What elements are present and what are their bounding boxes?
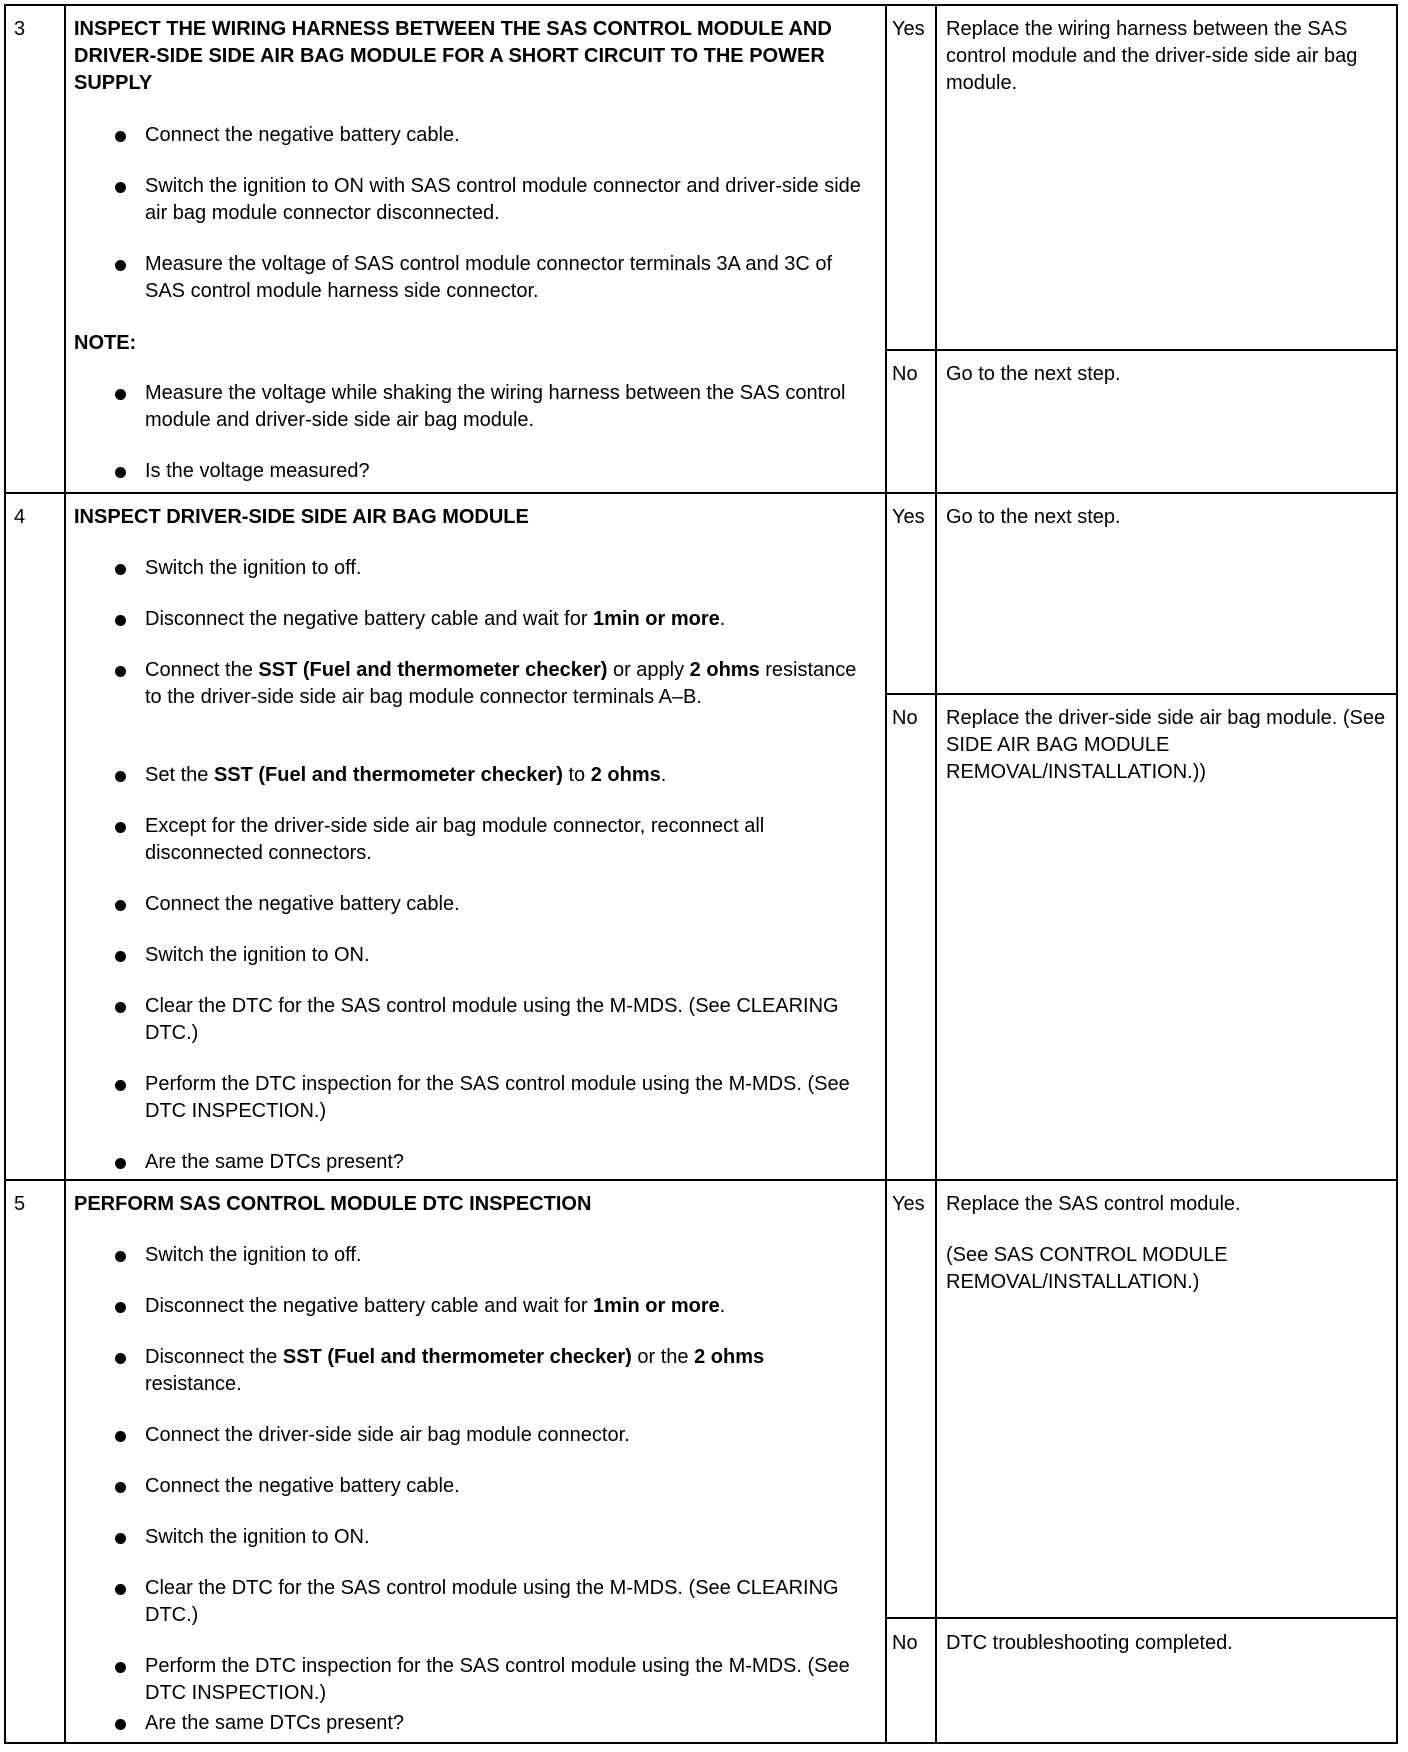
- result-yes: Replace the SAS control module.: [946, 1193, 1241, 1215]
- result-yes: Go to the next step.: [946, 506, 1121, 528]
- result-no: DTC troubleshooting completed.: [946, 1632, 1233, 1654]
- bullet-icon: [115, 900, 126, 911]
- column-divider-answer: [885, 4, 887, 1744]
- table-border-bottom: [4, 1742, 1398, 1744]
- bullet-icon: [115, 1002, 126, 1013]
- result-no: Go to the next step.: [946, 363, 1121, 385]
- result-yes: Replace the wiring harness between the SAS control module and the driver-side side air bag module.: [946, 18, 1358, 94]
- bullet-icon: [115, 1584, 126, 1595]
- bullet-icon: [115, 1251, 126, 1262]
- step-number: 5: [14, 1193, 26, 1215]
- step-title: PERFORM SAS CONTROL MODULE DTC INSPECTION: [74, 1193, 592, 1215]
- bullet-icon: [115, 564, 126, 575]
- step5-yes-no-divider: [885, 1617, 1398, 1619]
- table-border-top: [4, 4, 1398, 6]
- bullet-icon: [115, 1353, 126, 1364]
- bullet-icon: [115, 182, 126, 193]
- step-title: INSPECT THE WIRING HARNESS BETWEEN THE SAS CONTROL MODULE AND DRIVER-SIDE SIDE AIR BAG MODULE FOR A SHORT CIRCUIT TO THE POWER SUPPLY: [74, 18, 832, 94]
- answer-no: No: [892, 707, 918, 729]
- answer-yes: Yes: [892, 506, 925, 528]
- table-border-left: [4, 4, 6, 1744]
- bullet-icon: [115, 1719, 126, 1730]
- bullet-icon: [115, 1662, 126, 1673]
- bullet-icon: [115, 1302, 126, 1313]
- bullet-icon: [115, 467, 126, 478]
- row-divider-4-5: [4, 1179, 1398, 1181]
- row-divider-3-4: [4, 492, 1398, 494]
- bullet-icon: [115, 389, 126, 400]
- bullet-icon: [115, 1158, 126, 1169]
- table-border-right: [1396, 4, 1398, 1744]
- bullet-icon: [115, 1431, 126, 1442]
- note-label: NOTE:: [74, 332, 137, 354]
- step4-yes-no-divider: [885, 693, 1398, 695]
- bullet-icon: [115, 666, 126, 677]
- bullet-icon: [115, 615, 126, 626]
- answer-no: No: [892, 1632, 918, 1654]
- step3-yes-no-divider: [885, 349, 1398, 351]
- result-yes-reference: (See SAS CONTROL MODULE REMOVAL/INSTALLATION.): [946, 1244, 1228, 1293]
- step-title: INSPECT DRIVER-SIDE SIDE AIR BAG MODULE: [74, 506, 529, 528]
- bullet-icon: [115, 951, 126, 962]
- answer-yes: Yes: [892, 18, 925, 40]
- step-number: 4: [14, 506, 26, 528]
- answer-no: No: [892, 363, 918, 385]
- step-number: 3: [14, 18, 26, 40]
- column-divider-result: [935, 4, 937, 1744]
- result-no: Replace the driver-side side air bag module. (See SIDE AIR BAG MODULE REMOVAL/INSTALLATION.)): [946, 707, 1386, 783]
- answer-yes: Yes: [892, 1193, 925, 1215]
- bullet-icon: [115, 1533, 126, 1544]
- bullet-icon: [115, 822, 126, 833]
- bullet-icon: [115, 131, 126, 142]
- bullet-icon: [115, 1482, 126, 1493]
- troubleshooting-table: 3 INSPECT THE WIRING HARNESS BETWEEN THE SAS CONTROL MODULE AND DRIVER-SIDE SIDE AIR BAG MODULE FOR A SHORT CIRCUIT TO THE POWER SUPPLY Connect the negative battery cable. Switch the ignition to ON with SAS control module connector and driver-side side air bag module connector disconnected. Measure the voltage of SAS control module connector terminals 3A and 3C of SAS control module harness side connector. NOTE: Measure the voltage while shaking the wiring harness between the SAS control module and driver-side side air bag module. Is the voltage measured? Yes Replace the wiring harness between the SAS control module and the driver-side side air bag module. No Go to the next step. 4 INSPECT DRIVER-SIDE SIDE AIR BAG MODULE Switch the ignition to off. Disconnect the negative battery cable and wait for 1min or more. Connect the SST (Fuel and thermometer checker) or apply 2 ohms resistance to the driver-side side air bag module connector terminals A–B. Set the SST (Fuel and thermometer checker) to 2 ohms. Except for the driver-side side air bag module connector, reconnect all disconnected connectors. Connect the negative battery cable. Switch the ignition to ON. Clear the DTC for the SAS control module using the M-MDS. (See CLEARING DTC.) Perform the DTC inspection for the SAS control module using the M-MDS. (See DTC INSPECTION.) Are the same DTCs present? Yes Go to the next step. No Replace the driver-side side air bag module. (See SIDE AIR BAG MODULE REMOVAL/INSTALLATION.)) 5 PERFORM SAS CONTROL MODULE DTC INSPECTION Switch the ignition to off. Disconnect the negative battery cable and wait for 1min or more. Disconnect the SST (Fuel and thermometer checker) or the 2 ohms resistance. Connect the driver-side side air bag module connector. Connect the negative battery cable. Switch the ignition to ON. Clear the DTC for the SAS control module using the M-MDS. (See CLEARING DTC.) Perform the DTC inspection for the SAS control module using the M-MDS. (See DTC INSPECTION.) Are the same DTCs present? Yes Replace the SAS control module. (See SAS CONTROL MODULE REMOVAL/INSTALLATION.) No DTC troubleshooting completed.: [4, 4, 1398, 1744]
- bullet-icon: [115, 260, 126, 271]
- bullet-icon: [115, 771, 126, 782]
- column-divider-step: [64, 4, 66, 1744]
- bullet-icon: [115, 1080, 126, 1091]
